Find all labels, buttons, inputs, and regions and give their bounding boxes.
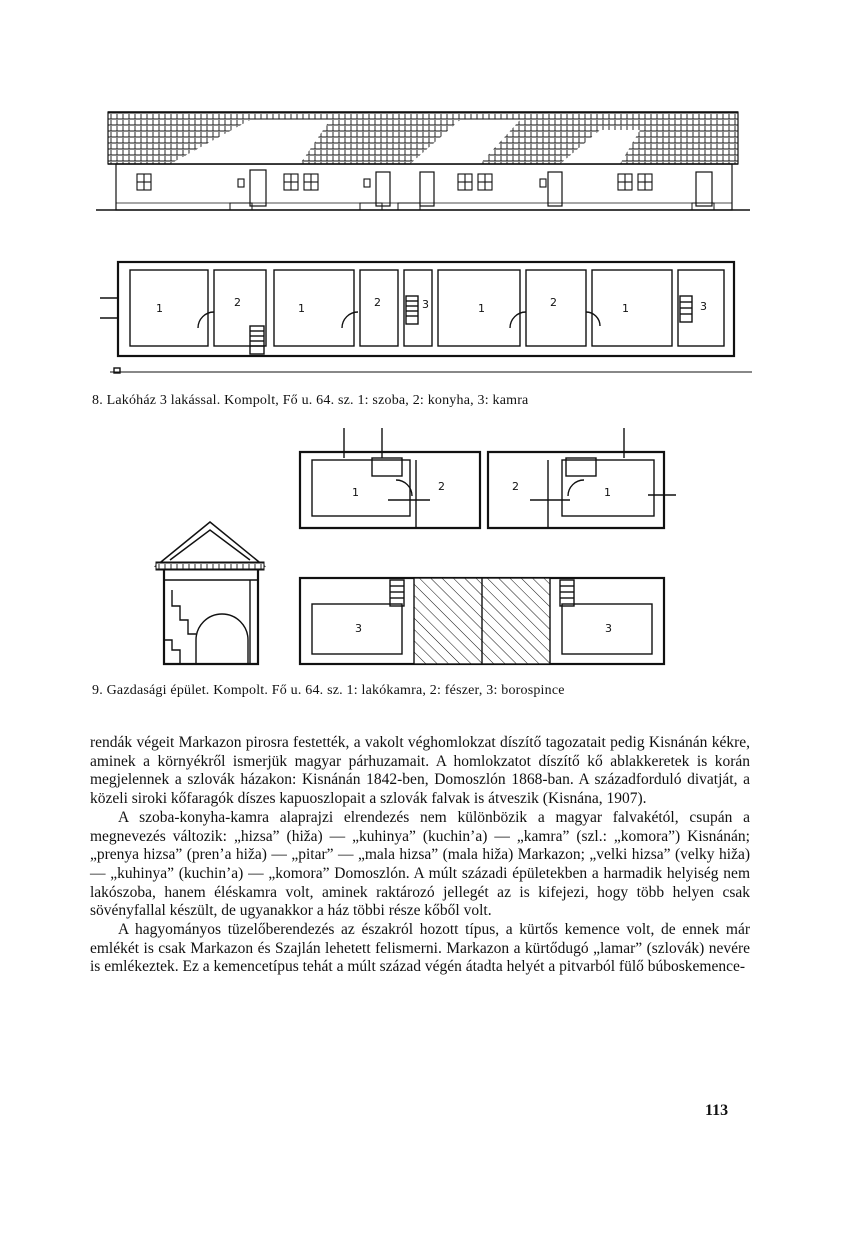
fig9-room-label: 3 [605, 622, 612, 635]
fig9-room-label: 2 [438, 480, 445, 493]
figure-9-caption: 9. Gazdasági épület. Kompolt. Fő u. 64. sz. 1: lakókamra, 2: fészer, 3: borospince [92, 683, 565, 698]
fig8-room-label: 1 [478, 302, 485, 315]
fig9-room-label: 3 [355, 622, 362, 635]
fig8-room-label: 2 [550, 296, 557, 309]
page-number: 113 [705, 1102, 729, 1119]
fig8-room-label: 2 [234, 296, 241, 309]
fig8-room-label: 2 [374, 296, 381, 309]
fig9-room-label: 1 [604, 486, 611, 499]
body-text [90, 734, 750, 977]
fig9-room-label: 1 [352, 486, 359, 499]
paragraph: A hagyományos tüzelőberendezés az északról hozott típus, a kürtős kemence volt, de ennek már emlékét is csak Markazon és Szajlán lehetett felismerni. Markazon a kürtődugó „lamar” (szlovák) nevére is emlékeztek. Ez a kemencetípus tehát a múlt század végén átadta helyét a pitvarból fülő búboskemence- [90, 921, 750, 976]
fig8-room-label: 1 [622, 302, 629, 315]
figure-8-caption: 8. Lakóház 3 lakással. Kompolt, Fő u. 64. sz. 1: szoba, 2: konyha, 3: kamra [92, 393, 529, 408]
fig8-room-label: 3 [700, 300, 707, 313]
fig8-room-label: 1 [156, 302, 163, 315]
paragraph: rendák végeit Markazon pirosra festették, a vakolt véghomlokzat díszítő tagozatait pedig Kisnánán kékre, aminek a környékről ismerjük magyar párhuzamait. A homlokzatot díszítő kő ablakkeretek is korán megjelennek a szlovák házakon: Kisnánán 1842-ben, Domoszlón 1868-ban. A századforduló divatját, a közeli siroki kőfaragók díszes kapuoszlopait a szlovák falvak is átveszik (Kisnána, 1907). [90, 734, 750, 808]
fig8-room-label: 3 [422, 298, 429, 311]
fig9-room-label: 2 [512, 480, 519, 493]
fig8-room-label: 1 [298, 302, 305, 315]
paragraph: A szoba-konyha-kamra alaprajzi elrendezés nem különbözik a magyar falvakétól, csupán a megnevezés változik: „hizsa” (hiža) — „kuhinya” (kuchin’a) — „kamra” (szl.: „komora”) Kisnánán; „prenya hizsa” (pren’a hiža) — „pitar” — „mala hizsa” (mala hiža) Markazon; „velki hizsa” (velky hiža) — „kuhinya” (kuchin’a) — „komora” Domoszlón. A múlt századi épületekben a harmadik helyiség nem lakószoba, hanem éléskamra volt, aminek raktározó jellegét az is kifejezi, hogy több helyen csak sövényfallal készült, de ugyanakkor a ház többi része kőből volt. [90, 808, 750, 920]
